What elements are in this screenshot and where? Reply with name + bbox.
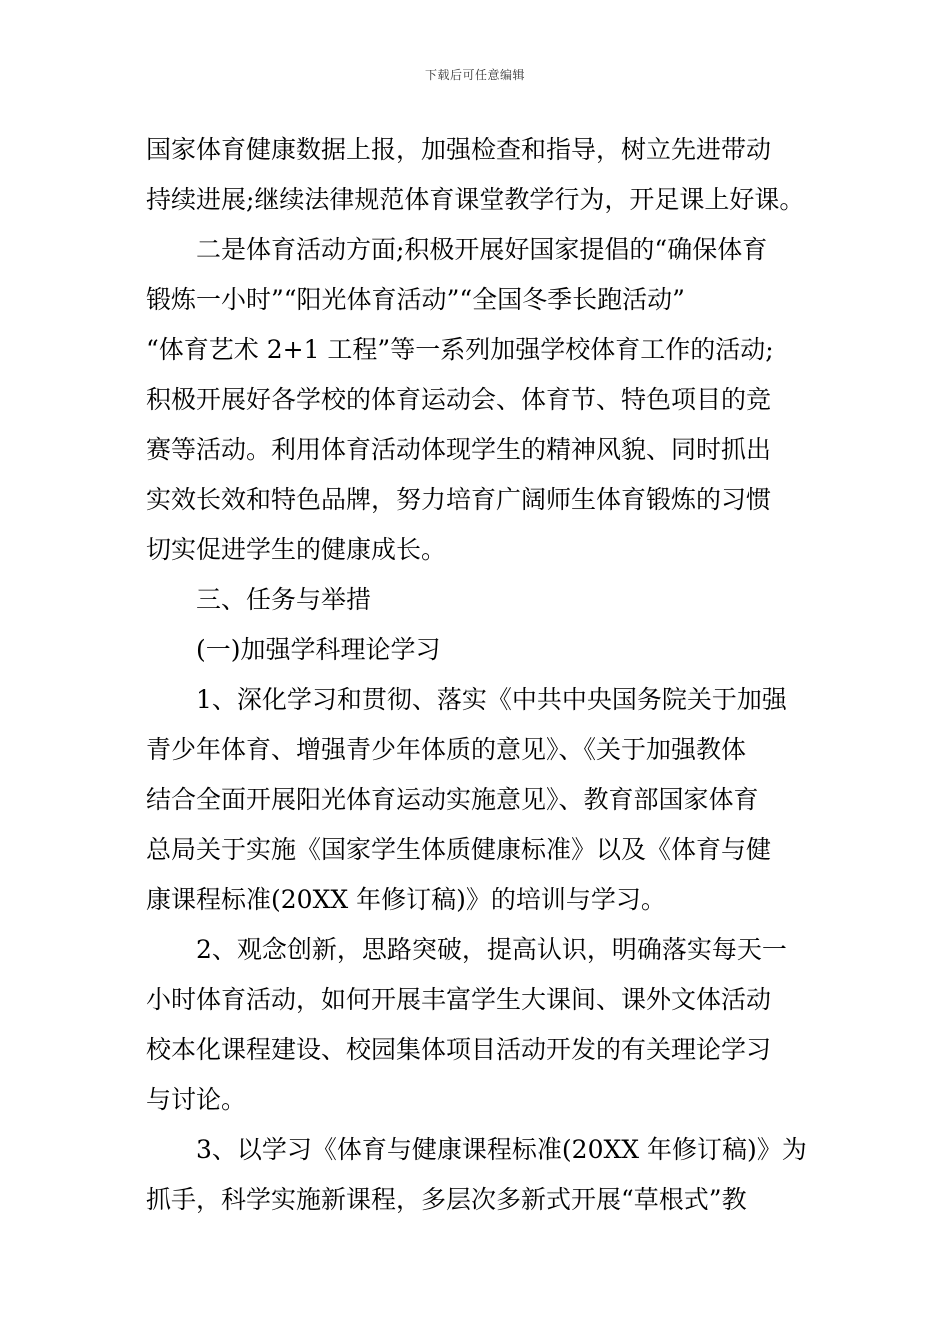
text-line: 3、以学习《体育与健康课程标准(20XX 年修订稿)》为 bbox=[196, 1135, 807, 1164]
text-line: 持续进展;继续法律规范体育课堂教学行为，开足课上好课。 bbox=[146, 185, 805, 214]
text-line: 总局关于实施《国家学生体质健康标准》以及《体育与健 bbox=[146, 835, 772, 864]
text-line: 积极开展好各学校的体育运动会、体育节、特色项目的竞 bbox=[146, 385, 772, 414]
text-line: 结合全面开展阳光体育运动实施意见》、教育部国家体育 bbox=[146, 785, 759, 814]
text-line: “体育艺术 2+1 工程”等一系列加强学校体育工作的活动; bbox=[146, 335, 774, 364]
text-line: 与讨论。 bbox=[146, 1085, 247, 1114]
document-body bbox=[146, 125, 808, 1225]
text-line: 康课程标准(20XX 年修订稿)》的培训与学习。 bbox=[146, 885, 666, 914]
text-line: 锻炼一小时”“阳光体育活动”“全国冬季长跑活动” bbox=[146, 285, 685, 314]
text-line: 抓手，科学实施新课程，多层次多新式开展“草根式”教 bbox=[146, 1185, 747, 1214]
text-line: 小时体育活动，如何开展丰富学生大课间、课外文体活动 bbox=[146, 985, 772, 1014]
text-line: 赛等活动。利用体育活动体现学生的精神风貌、同时抓出 bbox=[146, 435, 772, 464]
text-line: 切实促进学生的健康成长。 bbox=[146, 535, 447, 564]
text-line: 三、任务与举措 bbox=[196, 585, 372, 614]
text-line: 二是体育活动方面;积极开展好国家提倡的“确保体育 bbox=[196, 235, 768, 264]
text-line: (一)加强学科理论学习 bbox=[196, 635, 441, 664]
text-line: 校本化课程建设、校园集体项目活动开发的有关理论学习 bbox=[146, 1035, 772, 1064]
text-line: 实效长效和特色品牌，努力培育广阔师生体育锻炼的习惯 bbox=[146, 485, 772, 514]
text-line: 2、观念创新，思路突破，提高认识，明确落实每天一 bbox=[196, 935, 787, 964]
text-line: 青少年体育、增强青少年体质的意见》、《关于加强教体 bbox=[146, 735, 747, 764]
page-header-note: 下载后可任意编辑 bbox=[424, 68, 525, 82]
text-line: 1、深化学习和贯彻、落实《中共中央国务院关于加强 bbox=[196, 685, 787, 714]
text-line: 国家体育健康数据上报，加强检查和指导，树立先进带动 bbox=[146, 135, 772, 164]
